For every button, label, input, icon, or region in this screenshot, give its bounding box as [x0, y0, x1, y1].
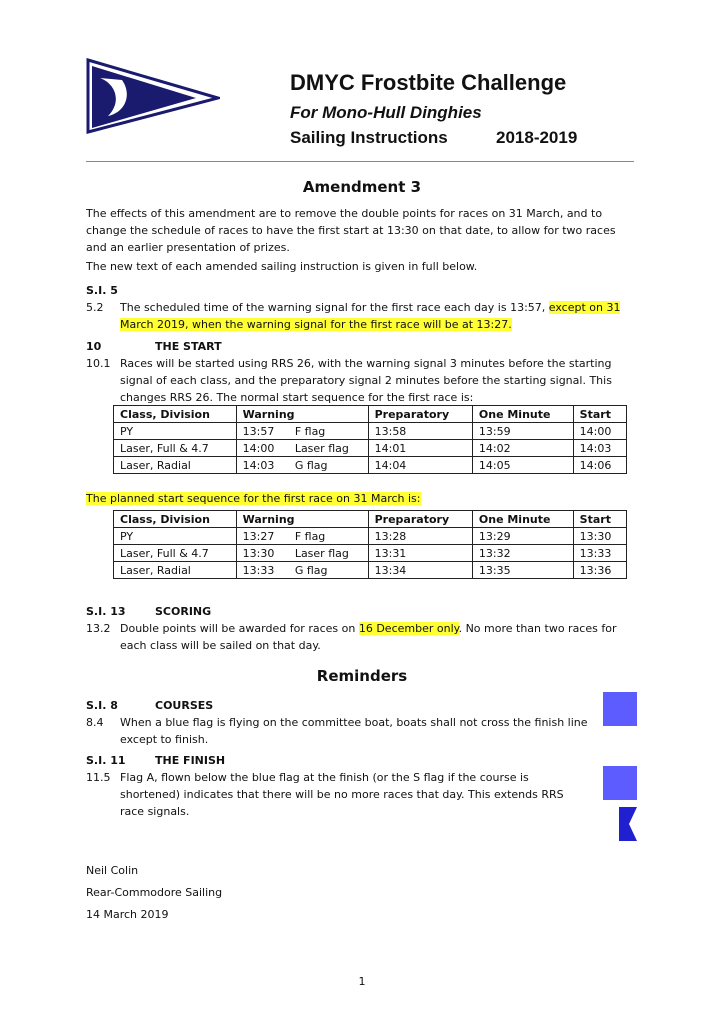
cell-warning: 13:27: [236, 528, 289, 545]
amendment-intro: The effects of this amendment are to remove the double points for races on 31 March, and to change the schedule of races to have the first start at 13:30 on that date, to allow for two races and an earlier presentation of prizes.: [86, 207, 616, 254]
instructions-label: Sailing Instructions: [290, 128, 448, 147]
season-label: 2018-2019: [496, 128, 578, 147]
cell-one-minute: 13:29: [472, 528, 573, 545]
header-preparatory: Preparatory: [368, 406, 472, 423]
cell-start: 14:00: [573, 423, 626, 440]
si8-number: 8.4: [86, 716, 104, 729]
cell-preparatory: 13:34: [368, 562, 472, 579]
header-start: Start: [573, 406, 626, 423]
cell-preparatory: 14:01: [368, 440, 472, 457]
si13-title: SCORING: [155, 605, 212, 618]
si13-text: [120, 620, 636, 654]
table-row: [114, 457, 627, 474]
si13-highlight: 16 December only: [358, 622, 459, 635]
cell-one-minute: 14:02: [472, 440, 573, 457]
table-header-row: [114, 406, 627, 423]
cell-preparatory: 14:04: [368, 457, 472, 474]
si13-number: 13.2: [86, 622, 111, 635]
table-row: [114, 440, 627, 457]
cell-one-minute: 14:05: [472, 457, 573, 474]
document-subtitle: For Mono-Hull Dinghies: [290, 103, 482, 122]
table-row: [114, 423, 627, 440]
blue-flag-icon: [603, 766, 637, 800]
planned-sequence-label: [86, 490, 421, 507]
cell-start: 14:03: [573, 440, 626, 457]
table-header-row: [114, 511, 627, 528]
si11-title: THE FINISH: [155, 754, 226, 767]
cell-flag: F flag: [289, 528, 368, 545]
si5-highlight: except on 31 March 2019, when the warning signal for the first race will be at 13:27.: [120, 301, 621, 331]
planned-sequence-text: The planned start sequence for the first race on 31 March is:: [86, 492, 421, 505]
reminders-heading: Reminders: [316, 667, 408, 685]
page-number: 1: [358, 975, 366, 988]
si8-title: COURSES: [155, 699, 214, 712]
cell-start: 13:33: [573, 545, 626, 562]
si5-number: 5.2: [86, 301, 104, 314]
si5-text-main: The scheduled time of the warning signal for the first race each day is 13:57,: [120, 301, 546, 314]
header-warning: Warning: [236, 406, 368, 423]
cell-preparatory: 13:28: [368, 528, 472, 545]
cell-preparatory: 13:58: [368, 423, 472, 440]
amendment-heading: Amendment 3: [302, 178, 422, 196]
si5-heading: S.I. 5: [86, 284, 118, 297]
club-burgee-logo: [86, 58, 220, 134]
si8-text: When a blue flag is flying on the committee boat, boats shall not cross the finish line except to finish.: [120, 716, 588, 746]
cell-start: 13:36: [573, 562, 626, 579]
cell-one-minute: 13:59: [472, 423, 573, 440]
si8-heading: S.I. 8: [86, 699, 118, 712]
table-row: [114, 562, 627, 579]
cell-start: 13:30: [573, 528, 626, 545]
si11-text: Flag A, flown below the blue flag at the finish (or the S flag if the course is shortened) indicates that there will be no more races that day. This extends RRS race signals.: [120, 771, 564, 818]
header-start: Start: [573, 511, 626, 528]
cell-class: PY: [114, 423, 237, 440]
normal-start-table: [113, 405, 627, 474]
si10-text: Races will be started using RRS 26, with the warning signal 3 minutes before the starting signal of each class, and the preparatory signal 2 minutes before the starting signal. This changes RRS 26. The normal start sequence for the first race is:: [120, 357, 612, 404]
cell-warning: 13:33: [236, 562, 289, 579]
cell-warning: 13:57: [236, 423, 289, 440]
header-one-minute: One Minute: [472, 406, 573, 423]
si10-number: 10: [86, 340, 102, 353]
cell-class: Laser, Full & 4.7: [114, 545, 237, 562]
amendment-new-text: The new text of each amended sailing instruction is given in full below.: [86, 260, 478, 273]
header-warning: Warning: [236, 511, 368, 528]
planned-start-table: [113, 510, 627, 579]
blue-flag-icon: [603, 692, 637, 726]
cell-one-minute: 13:35: [472, 562, 573, 579]
document-title: DMYC Frostbite Challenge: [290, 70, 567, 95]
cell-one-minute: 13:32: [472, 545, 573, 562]
cell-flag: G flag: [289, 457, 368, 474]
signature-date: 14 March 2019: [86, 908, 169, 921]
si13-text-a: Double points will be awarded for races on: [120, 622, 356, 635]
cell-flag: F flag: [289, 423, 368, 440]
si10-heading: THE START: [155, 340, 222, 353]
si13-heading: S.I. 13: [86, 605, 126, 618]
cell-start: 14:06: [573, 457, 626, 474]
header-preparatory: Preparatory: [368, 511, 472, 528]
flag-a-icon: [603, 807, 637, 841]
cell-class: PY: [114, 528, 237, 545]
header-class: Class, Division: [114, 511, 237, 528]
table-row: [114, 528, 627, 545]
cell-flag: Laser flag: [289, 440, 368, 457]
cell-flag: G flag: [289, 562, 368, 579]
si11-heading: S.I. 11: [86, 754, 126, 767]
cell-preparatory: 13:31: [368, 545, 472, 562]
header-class: Class, Division: [114, 406, 237, 423]
si10-sub-number: 10.1: [86, 357, 111, 370]
si5-text: [120, 299, 636, 333]
cell-warning: 13:30: [236, 545, 289, 562]
si13-text-b: . No more than two races for each class will be sailed on that day.: [120, 622, 617, 652]
table-row: [114, 545, 627, 562]
cell-class: Laser, Radial: [114, 562, 237, 579]
header-divider: [86, 161, 634, 162]
signature-name: Neil Colin: [86, 864, 139, 877]
si11-number: 11.5: [86, 771, 111, 784]
cell-class: Laser, Radial: [114, 457, 237, 474]
cell-warning: 14:03: [236, 457, 289, 474]
header-one-minute: One Minute: [472, 511, 573, 528]
cell-flag: Laser flag: [289, 545, 368, 562]
signature-role: Rear-Commodore Sailing: [86, 886, 223, 899]
cell-warning: 14:00: [236, 440, 289, 457]
cell-class: Laser, Full & 4.7: [114, 440, 237, 457]
